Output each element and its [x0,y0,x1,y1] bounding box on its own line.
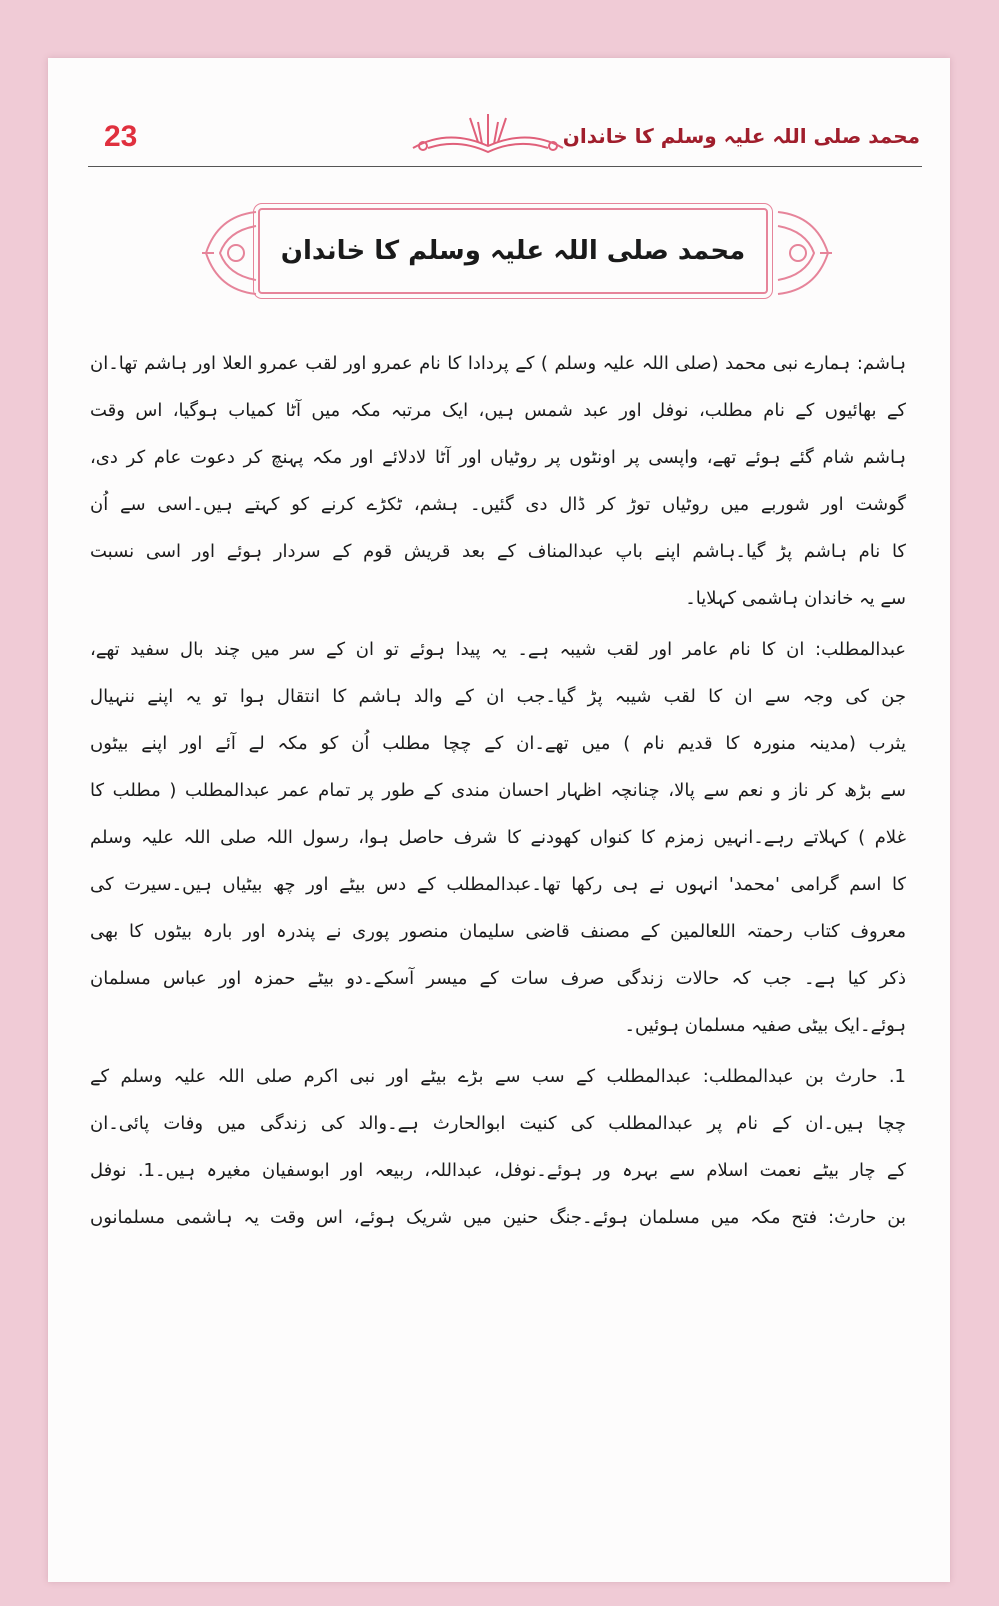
text-line: غلام ) کہلاتے رہے۔انہیں زمزم کا کنواں کھودنے کا شرف حاصل ہوا، رسول اللہ صلی اللہ علیہ وسلم [90,827,906,848]
body-text [90,340,906,1241]
running-title: محمد صلی اللہ علیہ وسلم کا خاندان [562,124,920,148]
text-line: 1. حارث بن عبدالمطلب: عبدالمطلب کے سب سے بڑے بیٹے اور نبی اکرم صلی اللہ علیہ وسلم کے [90,1066,906,1087]
paragraph-abdul-muttalib [90,626,906,1049]
text-line: بن حارث: فتح مکہ میں مسلمان ہوئے۔جنگ حنین میں شریک ہوئے، اس وقت یہ ہاشمی مسلمانوں [90,1207,906,1228]
paragraph-hashim [90,340,906,622]
paragraph-harith [90,1053,906,1241]
text-line: ہاشم شام گئے ہوئے تھے، واپسی پر اونٹوں پر روٹیاں اور آٹا لادلائے اور مکہ پہنچ کر دعوت عام کر دی، [90,447,906,468]
chapter-title: محمد صلی اللہ علیہ وسلم کا خاندان [280,236,746,266]
text-line: یثرب (مدینہ منورہ کا قدیم نام ) میں تھے۔ان کے چچا مطلب اُن کو مکہ لے آئے اور اپنے بیٹوں [90,733,906,754]
page-number: 23 [104,120,138,153]
text-line: ہوئے۔ایک بیٹی صفیہ مسلمان ہوئیں۔ [624,1015,906,1036]
text-line: کا نام ہاشم پڑ گیا۔ہاشم اپنے باپ عبدالمناف کے بعد قریش قوم کے سردار ہوئے اور اسی نسبت [90,541,906,562]
title-ornament-left-icon [198,206,258,300]
text-line: کا اسم گرامی 'محمد' انہوں نے ہی رکھا تھا۔عبدالمطلب کے دس بیٹے اور چھ بیٹیاں ہیں۔سیرت کی [90,874,906,895]
chapter-title-box [258,208,768,294]
text-line: ہاشم: ہمارے نبی محمد (صلی اللہ علیہ وسلم ) کے پردادا کا نام عمرو اور لقب عمرو العلا اور ہاشم تھا۔ان [90,353,906,374]
text-line: گوشت اور شوربے میں روٹیاں توڑ کر ڈال دی گئیں۔ ہشم، ٹکڑے کرنے کو کہتے ہیں۔اسی سے اُن [90,494,906,515]
text-line: ذکر کیا ہے۔ جب کہ حالات زندگی صرف سات کے میسر آسکے۔دو بیٹے حمزہ اور عباس مسلمان [90,968,906,989]
text-line: کے چار بیٹے نعمت اسلام سے بہرہ ور ہوئے۔نوفل، عبداللہ، ربیعہ اور ابوسفیان مغیرہ ہیں۔1. نوفل [90,1160,906,1181]
text-line: معروف کتاب رحمتہ اللعالمین کے مصنف قاضی سلیمان منصور پوری نے پندرہ اور بارہ بیٹوں کا بھی [90,921,906,942]
title-ornament-right-icon [776,206,836,300]
text-line: جن کی وجہ سے ان کا لقب شیبہ پڑ گیا۔جب ان کے والد ہاشم کا انتقال ہوا تو یہ اپنے ننہیال [90,686,906,707]
book-page [48,58,950,1582]
text-line: سے یہ خاندان ہاشمی کہلایا۔ [685,588,906,609]
header-ornament-icon [408,108,568,158]
header-divider [88,166,922,167]
text-line: کے بھائیوں کے نام مطلب، نوفل اور عبد شمس ہیں، ایک مرتبہ مکہ میں آٹا کمیاب ہوگیا، اس وقت [90,400,906,421]
text-line: سے بڑھ کر ناز و نعم سے پالا، چنانچہ اظہار احسان مندی کے طور پر تمام عمر عبدالمطلب ( مطلب کا [90,780,906,801]
text-line: عبدالمطلب: ان کا نام عامر اور لقب شیبہ ہے۔ یہ پیدا ہوئے تو ان کے سر میں چند بال سفید تھے، [90,639,906,660]
text-line: چچا ہیں۔ان کے نام پر عبدالمطلب کی کنیت ابوالحارث ہے۔والد کی زندگی میں وفات پائی۔ان [90,1113,906,1134]
